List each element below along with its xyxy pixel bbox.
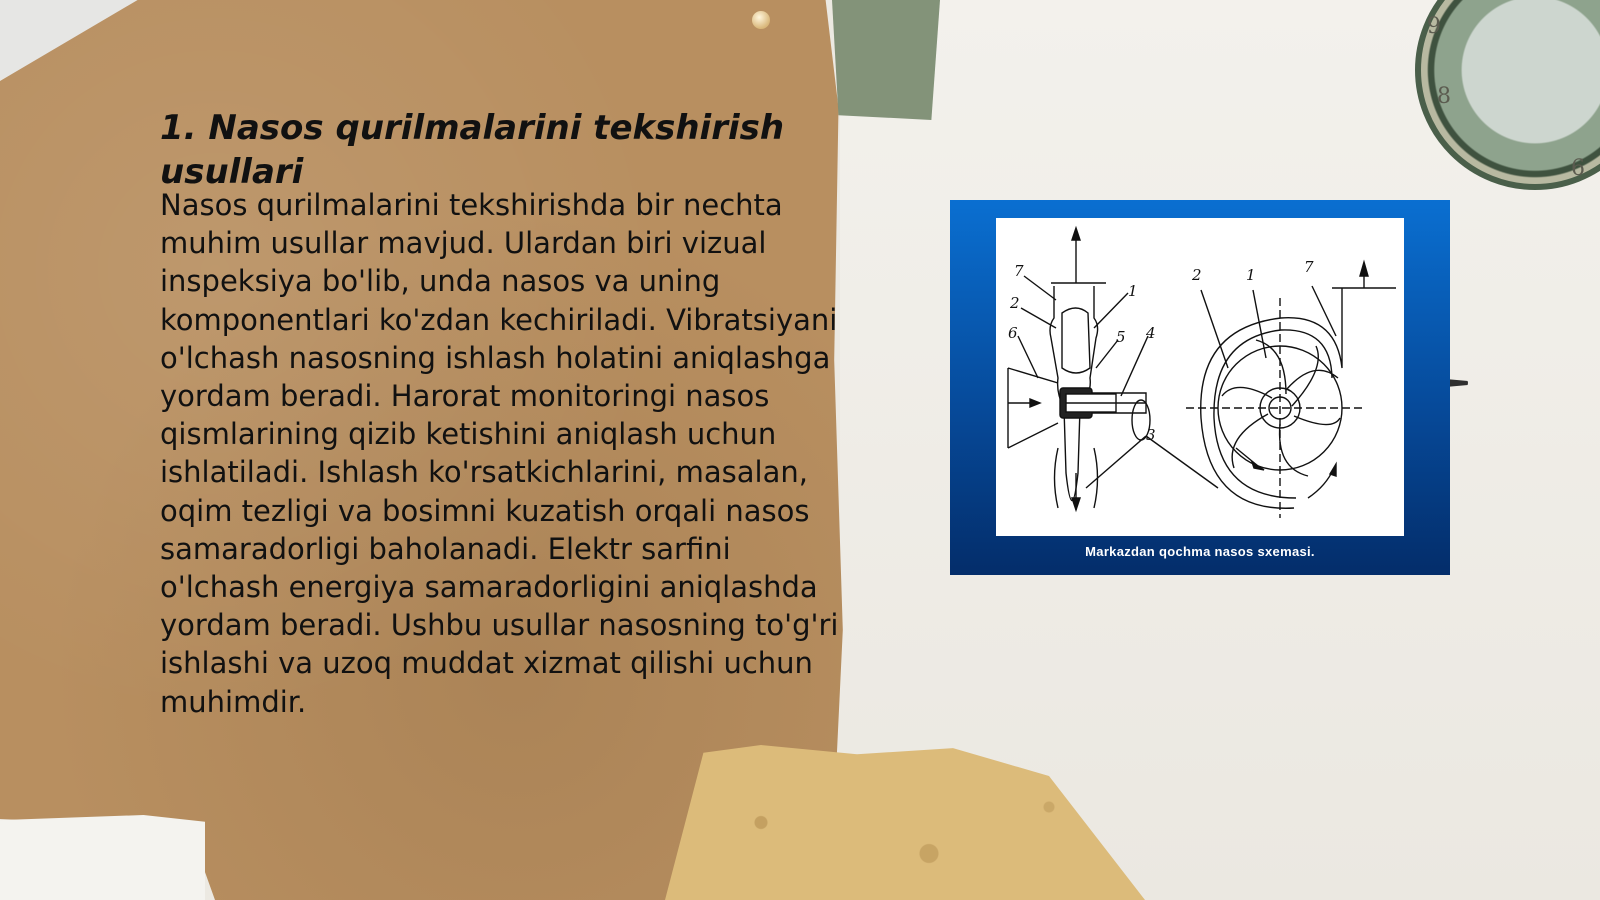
pump-diagram: [996, 218, 1404, 536]
diagram-label: 7: [1014, 262, 1024, 280]
green-tape: [832, 0, 940, 120]
paper-scrap-white: [0, 815, 205, 900]
slide-title: 1. Nasos qurilmalarini tekshirish usullari: [160, 108, 785, 192]
diagram-label: 7: [1304, 258, 1314, 276]
diagram-label: 2: [1010, 294, 1020, 312]
diagram-label: 3: [1146, 426, 1156, 444]
clock-number: 8: [1437, 84, 1451, 109]
pump-diagram-drawing: [996, 218, 1404, 536]
diagram-label: 1: [1246, 266, 1256, 284]
pump-diagram-card: [950, 200, 1450, 575]
diagram-label: 1: [1128, 282, 1138, 300]
diagram-label: 2: [1192, 266, 1202, 284]
diagram-label: 5: [1116, 328, 1126, 346]
slide-body-text: Nasos qurilmalarini tekshirishda bir nechta muhim usullar mavjud. Ulardan biri vizual inspeksiya bo'lib, unda nasos va uning komponentlari ko'zdan kechiriladi. Vibratsiyani o'lchash nasosning ishlash holatini aniqlashga yordam beradi. Harorat monitoringi nasos qismlarining qizib ketishini aniqlash uchun ishlatiladi. Ishlash ko'rsatkichlarini, masalan, oqim tezligi va bosimni kuzatish orqali nasos samaradorligi baholanadi. Elektr sarfini o'lchash energiya samaradorligini aniqlashda yordam beradi. Ushbu usullar nasosning to'g'ri ishlashi va uzoq muddat xizmat qilishi uchun muhimdir.: [160, 188, 839, 719]
clock-number: 6: [1571, 156, 1585, 181]
diagram-label: 6: [1008, 324, 1018, 342]
figure-caption: Markazdan qochma nasos sxemasi.: [1085, 544, 1315, 559]
pin-icon: [752, 11, 770, 29]
diagram-label: 4: [1146, 324, 1156, 342]
clock-number: 9: [1427, 14, 1441, 39]
